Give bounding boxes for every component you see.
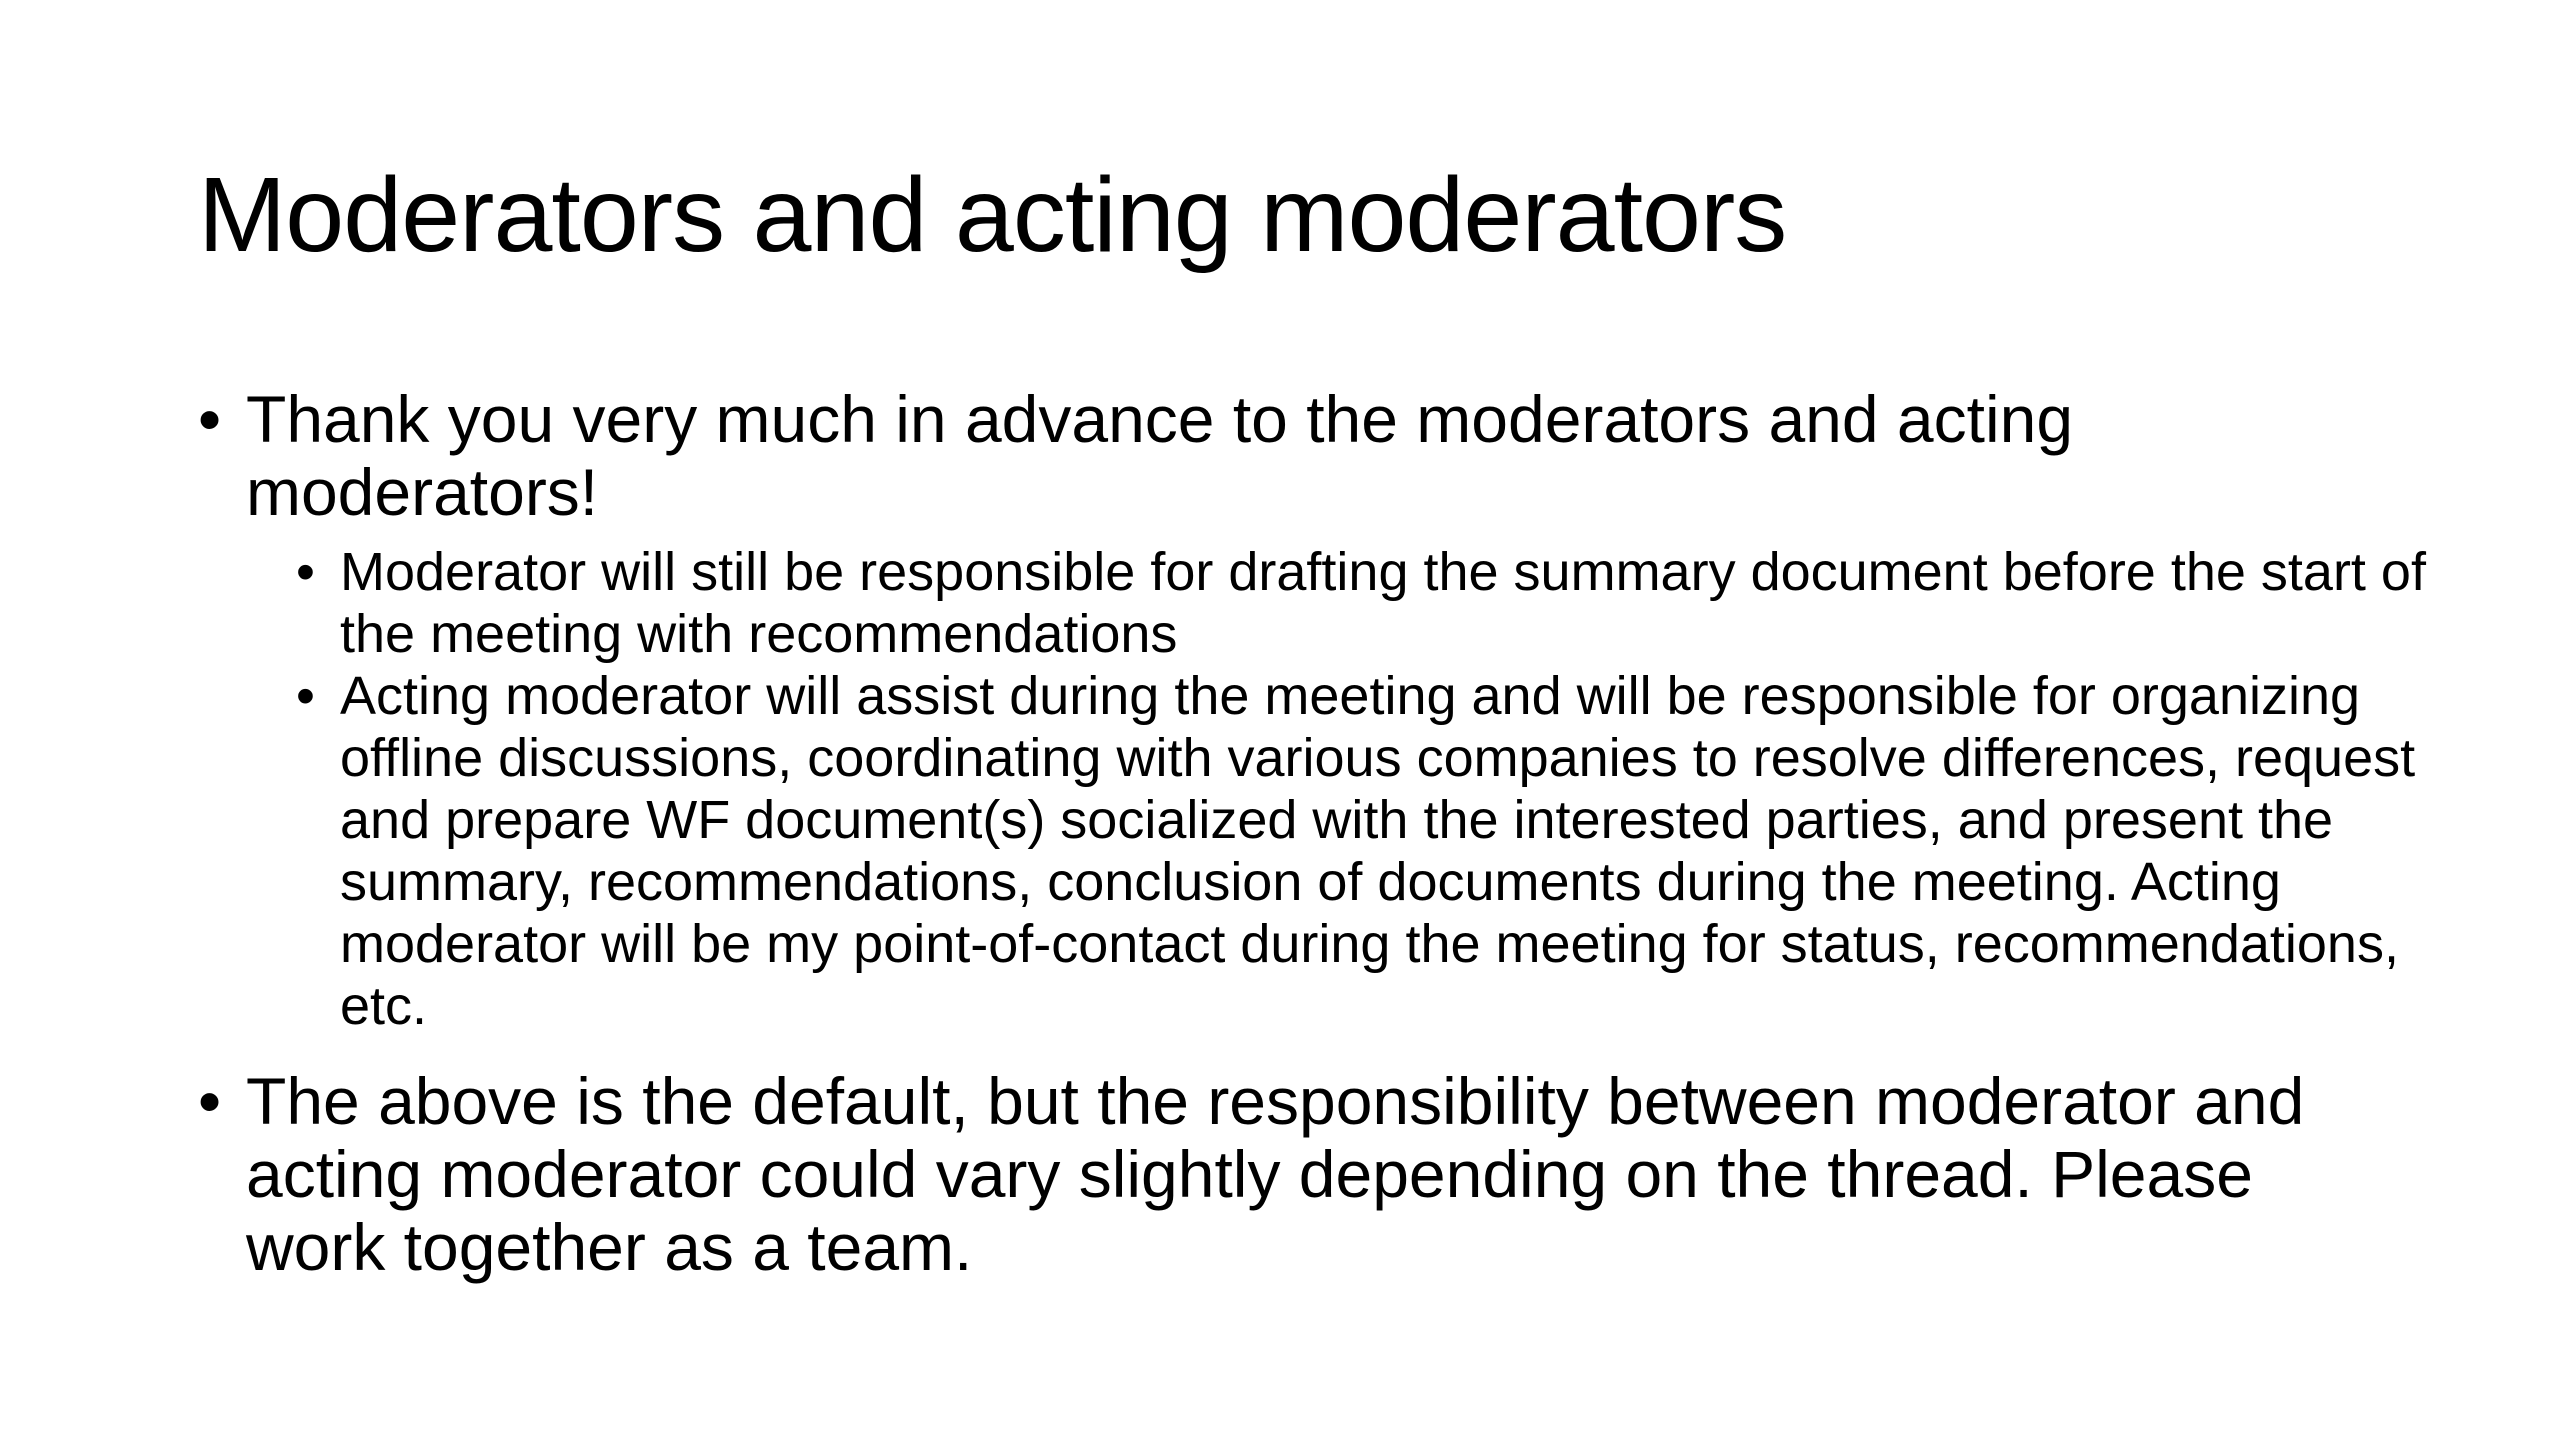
sub-bullet-item (296, 665, 2460, 1037)
bullet-text: Thank you very much in advance to the moderators and acting moderators! (246, 382, 2074, 529)
sub-bullet-text: Acting moderator will assist during the meeting and will be responsible for organizing offline discussions, coordinating with various companies to resolve differences, request and prepare WF document(s) socialized with the interested parties, and present the summary, recommendations, conclusion of documents during the meeting. Acting moderator will be my point-of-contact during the meeting for status, recommendations, etc. (340, 666, 2416, 1036)
sub-bullet-dot-icon: • (296, 666, 315, 726)
slide-body (198, 382, 2426, 1284)
sub-bullet-item (296, 541, 2460, 665)
bullet-item (198, 383, 2286, 529)
bullet-dot-icon: • (198, 1064, 222, 1138)
bullet-dot-icon: • (198, 382, 222, 456)
sub-bullet-dot-icon: • (296, 542, 315, 602)
bullet-item (198, 1065, 2376, 1284)
slide-title: Moderators and acting moderators (198, 156, 1787, 274)
sub-bullet-text: Moderator will still be responsible for drafting the summary document before the start of the meeting with recommendations (340, 542, 2426, 664)
sub-bullet-list (296, 541, 2426, 1037)
bullet-text: The above is the default, but the responsibility between moderator and acting moderator could vary slightly depending on the thread. Please work together as a team. (246, 1064, 2305, 1284)
